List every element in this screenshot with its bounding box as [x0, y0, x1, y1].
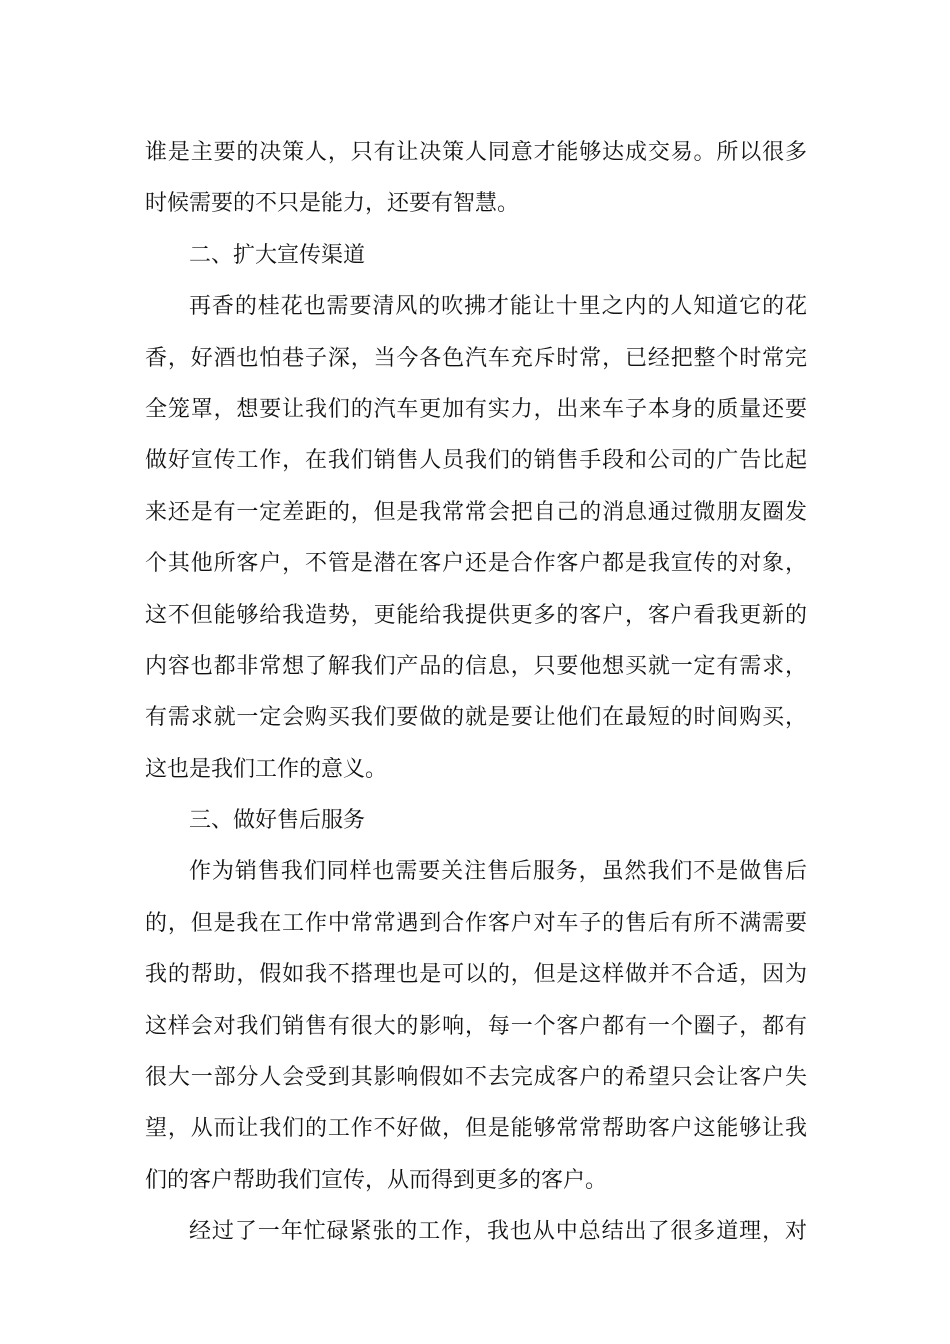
text-line: 很大一部分人会受到其影响假如不去完成客户的希望只会让客户失 — [145, 1065, 807, 1091]
text-line: 谁是主要的决策人，只有让决策人同意才能够达成交易。所以很多 — [145, 140, 807, 165]
text-line: 全笼罩，想要让我们的汽车更加有实力，出来车子本身的质量还要 — [145, 396, 807, 422]
text-line: 有需求就一定会购买我们要做的就是要让他们在最短的时间购买， — [145, 705, 807, 731]
text-line: 这样会对我们销售有很大的影响，每一个客户都有一个圈子，都有 — [145, 1013, 807, 1039]
text-line: 来还是有一定差距的，但是我常常会把自己的消息通过微朋友圈发 — [145, 499, 807, 525]
text-line: 内容也都非常想了解我们产品的信息，只要他想买就一定有需求， — [145, 653, 807, 679]
text-line: 望，从而让我们的工作不好做，但是能够常常帮助客户这能够让我 — [145, 1116, 807, 1142]
text-line: 们的客户帮助我们宣传，从而得到更多的客户。 — [145, 1167, 608, 1193]
text-line: 经过了一年忙碌紧张的工作，我也从中总结出了很多道理，对 — [189, 1219, 807, 1245]
text-line: 时候需要的不只是能力，还要有智慧。 — [145, 191, 520, 217]
document-body — [145, 127, 807, 1258]
text-line: 的，但是我在工作中常常遇到合作客户对车子的售后有所不满需要 — [145, 910, 807, 936]
text-line: 作为销售我们同样也需要关注售后服务，虽然我们不是做售后 — [189, 859, 807, 885]
text-line: 这不但能够给我造势，更能给我提供更多的客户，客户看我更新的 — [145, 602, 807, 628]
text-line: 再香的桂花也需要清风的吹拂才能让十里之内的人知道它的花 — [189, 294, 807, 320]
text-line: 个其他所客户，不管是潜在客户还是合作客户都是我宣传的对象， — [145, 551, 807, 577]
section-heading: 二、扩大宣传渠道 — [189, 242, 366, 268]
text-line: 香，好酒也怕巷子深，当今各色汽车充斥时常，已经把整个时常完 — [145, 345, 807, 371]
section-heading: 三、做好售后服务 — [189, 808, 366, 834]
text-line: 这也是我们工作的意义。 — [145, 756, 388, 782]
text-line: 我的帮助，假如我不搭理也是可以的，但是这样做并不合适，因为 — [145, 962, 807, 988]
text-line: 做好宣传工作，在我们销售人员我们的销售手段和公司的广告比起 — [145, 448, 807, 474]
